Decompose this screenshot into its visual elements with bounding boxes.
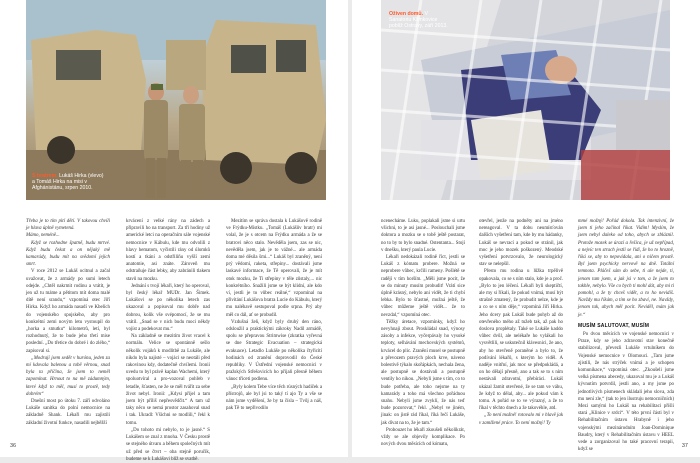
paragraph: Dnešní most po útoku 7. září odvoláno Lukáše sanitka do polní nemocnice na základně Shank. Lékaři mu zajistili základní životní funkce, nasadili nejběžší bbox=[26, 399, 110, 426]
paragraph: ncenecháme. Luku, poplakali jsme si urtu všichni, to je asi jasné... Poslouchali jsme doktora a mozku se o tobě ještě postarat, no to by to bylo snadné. Ostentanta... Stojí v dnešku, který paula Lucie. bbox=[381, 219, 465, 253]
soldiers-photo-illustration bbox=[26, 0, 326, 200]
paragraph: „Byly kolem Tebe více těch rúsných hadiček a přístrojů, ale byl jsi to taký tí ajo Ty a vše se nám jsme vyděšení, že by ta čísla – Tvůj a náš, pak Tě to nepřivodilo bbox=[226, 384, 322, 412]
paragraph: Přesto mu rodina u lůžka trpělivě opakovala, co se s ním stalo, kde je a proč. „Bylo to jen léčení. Lékaři byli skeptičtí, ale my si říkali, že pokud vnímá, musí být strašně zmatený, že probudit nelze, kde je a co se s ním děje,“ vzpomíná Jiří Hirka. Jeho dcery pak Lukáš bude pohyb až do otevřeného mého až tužeb tak, až pak ho doslova proplétaly. Také se Lukáše kaddo vůbec dvůl, ale nelékaře ho vylákali ho vysvětlili, se uskutečnil klávesnici, že ano, aby ho otevřeně poraněné a bylo to, že podívání lékařů, s kterým ho viděl. A naděje vnitřní, jak moc se předpokládá, a on ho dělají přesně, ano a tak se to s ním nestávali zdravotní, přebíráci. Lukáš ukázal žamit otevřené, že se tam ve váhu, že když to dělal, aby... ale pokud vám k tomu. A pořád se to ve výrazný, a že to říkal v těchto dnech a že takovéhle, atd. bbox=[479, 269, 563, 412]
left-page bbox=[0, 0, 348, 462]
paragraph: „To není možné! rotovalo mi v hlavě jak v zamlžené práce. To není možný! Ty bbox=[479, 413, 563, 426]
right-page-number: 37 bbox=[681, 443, 688, 449]
paragraph: Jednání s tvojí lékaři, který ho operoval, byl český lékař MUDr. Jan Šimek. Lukášovi se po několika letech zas ukazoval a popisoval mu dobře nad dobrou, kolik vše svépomocí, že se mu vrátil. „Snad se v nich budu moci někdy vojíst a podekovat mu.“ bbox=[126, 283, 210, 333]
right-caption-text: V Sanatoriu Klimkovice poblíž Ostravy, září 2013. bbox=[389, 11, 448, 30]
right-page bbox=[352, 0, 700, 457]
left-column-3 bbox=[226, 218, 322, 412]
paragraph: otevřel, jenže na podněty ani na jméno nereagoval. V ta dobu neumísťován dalších vyšetření tam, kde by mu hádanky, Lukáš se nevrací a pokud se stránil, jak moc je jeho mozek poškozený. Meodské vyšetření potvrzovalo, že neurologický stav se nelepšil. bbox=[479, 219, 563, 268]
paragraph: Mezitím se správa dostala k Lukášově rodině ve Frýdku-Místku. „Tomáš (Lukášův bratr) mi volal, že je s otcem na Frýdku armáda a že se bratrovi něco stalo. Nevěděla jsem, zas se nic, nevěděla jsem, jak je to vážné... ale armáda doma mé děsila šmi...“ Lukáš byl zraněný, není prý vědomí, raketa, střepiny... dostávali jsme laskavé informace, že Tě operovali, že je mít otok mozku, že Ti střepiny v těle zůstaly,... nic konkrétního. Snažili jsme se být klidní, ale kdo ví, jestli je to vůbec reálné,“ vzpomínal na přivítání Lukášova bratra Lucie do Kábulu, který mu naléhavě sestupoval podle srpna. Prý aby měl co dál, ať se probudil. bbox=[226, 219, 323, 318]
paragraph: Těžky áretace, vzpomínky, když ho nevyhnaji zbout. Proskládal snad, výnosy zásoby a infekce, vyčerpávaly ho vysoké teploty, selhávání mechovských systémů, krvácel do plic. Zranění musel se postupně a převozem pravých ploch krve, náveno bolestivě týkalo skořápkách, nechala žena, ale postupně se dostávali a postupně ventily ho nikou. „Nebyli jsme s tím, co to bude potřeba, ale toho nejsme na ty kamarády a toho má všechno pořádnou snahu. Nebyli jsme zvyklí, že nás teď bude pozorovat,“ řekl. „Nebyl ve jiném, jinak: on jistě rád říkal, říká řečí Lukáše, jak dívat na to, že je tam.“ bbox=[381, 319, 465, 426]
paragraph: „Modrají jsem sedět v hurónu, jeden za mí kdovala balenou a tobě věrnou, snad byla ta příčina, že jsem to neměl zapomínat. Hrnout to na mě zádumným, které když to měl, musí to prostě, tedy dobrém“ bbox=[26, 355, 110, 397]
paragraph: Na základně se mezitím život vracel k normálu. Velice se spontánně sešlo několik vojáků k modlitbě za Lukáše, ale nikdo byla najisté – vojáci se neotáli před rakovinou kdy, dodatečně chvílemi. Ironii uvedu to byl právě kaplan Wachemi, který spoluotvíral a pro-vozoval pohřeb v letadle, šťasten, ne že se měl tvářit za sebe život nebyl. Ironii: „Kdysi přijel a tam jsem být příliš nepřesvědčit.“ A tam už taky něco se nemá prostor zasahoval snad i tak. Ukradl: Všichni se modlili,“ řekl k tomu. bbox=[126, 334, 210, 426]
left-photo-caption bbox=[32, 173, 107, 192]
paragraph: Vzdušná žeň, když byly druhý den ráno, odsloužil a praktickými zákroky Nadil armádě, spolu se přepravou Strimwise (zkratka vyřevná se dne Strategic Evacuation – strategická evakuace). Letadlo Lukáše po několika čtyřicítí hodinách od zranění doprovodil do České republiky. V Ústřední vojenské nemocnici v pražských Střešovicích ho přijali přesně během vánoc třiceti podlenu. bbox=[226, 319, 322, 383]
paragraph: Třeba je to tím pití dětí. V takovou chvíli je hlava úplně vymetená. bbox=[26, 219, 110, 232]
right-caption-lead: Oživen domů. bbox=[389, 11, 424, 17]
right-column-2 bbox=[479, 218, 563, 427]
left-column-2 bbox=[126, 218, 210, 462]
left-caption-text: Lukáš Hirka (vlevo) a Tomáš Hirka na misi v Afghánistánu, srpen 2010. bbox=[32, 173, 104, 192]
soldiers-photo bbox=[26, 0, 326, 200]
paragraph: V roce 2012 se Lukáš ocitnul a začal uvažovat, že z armády po sumi letech odejde. „Chtěl nakrmit rodinu a vrátit, je jen už tu máme a pětitom mít doma malé dítě není srandu,“ vzpomíná otec Jiří Hirka. Když ho armáda nasadí ve Kbelích do vojenského spojského, aby pro konkrétní zemi novým letu vystoupil do „horka a smutku“ kilometrů, letí, byl rozhodnutý, že to bude jeho třetí mise poslední. „Do třetice do dobré i do zlého,“ zapisoval si. bbox=[26, 269, 110, 354]
hospital-photo bbox=[381, 0, 670, 200]
paragraph: Když se rozhodne špatně, budu mrtvé. Když budu čekat a on nějaký mě kamarády, budu mít na svědomí jejich smrt. bbox=[26, 240, 110, 268]
paragraph: Po dvou měsících ve vojenské nemocnici v Praze, kdy se jeho zdravotní stav konečně stabilizoval, převezli Lukáše vrtulníkem do Vojenské nemocnice v Olomouci. „Tam jsme zjistili, že nás strýček vnímá a je schopen komunikace,“ vzpomíná otec. „Zkoušeli jsme velká písmena abecedy, ukazoval mu je a Lukáš kývnutím potvrdil, jestli ano, a my jsme po jednotlivých písmenech skládali jeho slova, zda mu není zle,“ (tak to jen ilustruju nemocničních) Mezi samými ho Lukáš na rehabilitaci přišli stará „Klinice v srdci“. V této první části byl v Rehabilitačním ústavu Hrabyně i jeho vojenskými mezinárodním Joan-Dominique Baudry, který v Rehabilitačním ústavu v HEEL vede a zorganizoval ho také pracovní terapii, když se bbox=[578, 332, 674, 453]
paragraph: Probouzet ho lékaři zkoušeli několikrát, vždy se ale objevily komplikace. Po nových dvou měsících od kómatu, bbox=[381, 427, 465, 448]
hospital-photo-illustration bbox=[381, 0, 670, 200]
left-page-number: 36 bbox=[10, 443, 17, 449]
section-heading: MUSÍM SALUTOVAT, MUSÍM bbox=[578, 322, 650, 329]
left-column-1 bbox=[26, 218, 110, 427]
paragraph: krvácení z velké rány na zádech a připravili ho na transport. Za tři hodiny už americké letci na operačním sále vojenské nemocnice v Kábulu, kde mu odvolili z hlavy hematom, vyčistili rány od úlomků kostí a tkání a odstřiliňu vyšší zemí anatomie, asi znáte. Zároveň mu odstraňuje část lebky, aby zabránili tlakem stavů na mozku. bbox=[126, 219, 210, 282]
right-photo-caption bbox=[389, 11, 449, 30]
left-caption-lead: S bratrem. bbox=[32, 173, 58, 179]
paragraph: „Do tohoto mi nebylo, to je jasné.“ S Lukášem se znal z mnoha. V Česku prostě se stejného útvaru a během společných mít už před se čtvrt – oba stejně poručík, budeme se k Lukášovi blíž se svatbě. bbox=[126, 427, 210, 462]
paragraph: mmé možný! Pořád dokola. Tak intenzivní, že jsem ti jeho začínal říkat. Vidím! Myslím, že jsem nebyl daleko od toho, abych se zbláznil. Protože mozek se úrazí a řešíca, je už nepřípad, a nejvíc ten strach jestli se řídí, že ho to hrozně, říká se, aby to nepovídala, ani o ničem prostě. Byl jsem psychicky nervově na dně. Totální temnota. Pláčeš sám do sebe, ti ale nejde, ti, jenom tam jsem, a jak jsi v tom, a že jsem to takhle, nebylo. Vše co bych ti mohl dát, aby mi ti pomohl, a že ty chceš vidět, a to ho nevidíš. Navždy mu říkám, a tím se ho zbaví, ne. Navždy, jenom tak, abych měl pocit. Neviděl, mám jak je.“ bbox=[578, 219, 674, 318]
right-column-1 bbox=[381, 218, 465, 448]
paragraph: Lékaři nedokázali rodině říct, jestli se Lukáš z kómatu probere. Možná se neprobere vůbec, krčili rameny. Pošlétě se radějí v tím horším. „Měli jsme pocit, že se do minuty musím probudit! Vrátí sice úplně krásný, nebylo ani vidět, že ti chybí lebka. Bylo to šťastné, možná ještě, že vůbec můžeme ještě vidět... že to nevzdal,“ vzpomíná otec. bbox=[381, 255, 465, 318]
right-column-3 bbox=[578, 218, 674, 453]
paragraph: Mámo, neméně... bbox=[26, 233, 60, 239]
